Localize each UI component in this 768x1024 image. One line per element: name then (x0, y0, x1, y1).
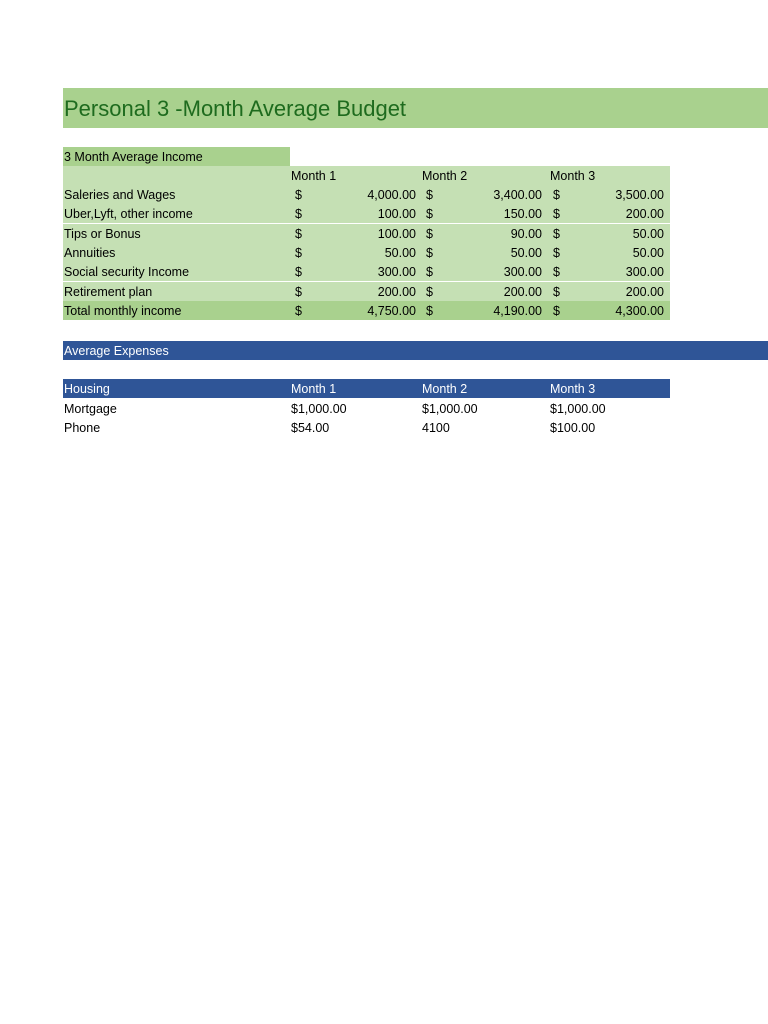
currency-symbol: $ (295, 227, 302, 241)
income-value-month-3[interactable]: 300.00 (625, 265, 664, 279)
income-value-month-2[interactable]: 150.00 (503, 207, 542, 221)
income-row (63, 243, 670, 262)
income-row-label[interactable]: Saleries and Wages (64, 188, 176, 202)
income-header-row (63, 166, 670, 185)
currency-symbol: $ (426, 304, 433, 318)
income-row (63, 185, 670, 204)
title-band (63, 88, 768, 128)
currency-symbol: $ (553, 265, 560, 279)
income-value-month-1[interactable]: 300.00 (377, 265, 416, 279)
income-value-month-3[interactable]: 50.00 (632, 227, 664, 241)
income-section-label-cell[interactable] (63, 147, 290, 166)
currency-symbol: $ (295, 188, 302, 202)
income-value-month-3[interactable]: 200.00 (625, 285, 664, 299)
income-row-label[interactable]: Annuities (64, 246, 116, 260)
housing-row (63, 399, 670, 418)
income-row (63, 282, 670, 301)
housing-row-label[interactable]: Mortgage (64, 402, 117, 416)
housing-header-month-1[interactable]: Month 1 (291, 382, 337, 396)
currency-symbol: $ (553, 227, 560, 241)
income-value-month-2[interactable]: 90.00 (510, 227, 542, 241)
currency-symbol: $ (553, 285, 560, 299)
income-value-month-2[interactable]: 300.00 (503, 265, 542, 279)
income-row-label[interactable]: Social security Income (64, 265, 190, 279)
housing-header-row (63, 379, 670, 398)
housing-header-month-2[interactable]: Month 2 (422, 382, 468, 396)
page-title: Personal 3 -Month Average Budget (64, 96, 407, 121)
housing-header-label[interactable]: Housing (64, 382, 110, 396)
income-header-month-3[interactable]: Month 3 (550, 169, 596, 183)
housing-row-label[interactable]: Phone (64, 421, 101, 435)
income-header-month-1[interactable]: Month 1 (291, 169, 337, 183)
housing-header-month-3[interactable]: Month 3 (550, 382, 596, 396)
currency-symbol: $ (426, 285, 433, 299)
currency-symbol: $ (426, 207, 433, 221)
currency-symbol: $ (553, 188, 560, 202)
income-row-label[interactable]: Uber,Lyft, other income (64, 207, 193, 221)
income-total-month-1[interactable]: 4,750.00 (367, 304, 416, 318)
income-value-month-2[interactable]: 50.00 (510, 246, 542, 260)
currency-symbol: $ (426, 265, 433, 279)
income-value-month-1[interactable]: 100.00 (377, 207, 416, 221)
currency-symbol: $ (426, 227, 433, 241)
expenses-section-label: Average Expenses (64, 344, 169, 358)
currency-symbol: $ (553, 207, 560, 221)
housing-value-month-3[interactable]: $1,000.00 (550, 402, 606, 416)
income-total-row (63, 301, 670, 320)
expenses-section-band[interactable] (63, 341, 768, 360)
income-value-month-1[interactable]: 100.00 (377, 227, 416, 241)
income-value-month-1[interactable]: 4,000.00 (367, 188, 416, 202)
currency-symbol: $ (553, 304, 560, 318)
currency-symbol: $ (295, 285, 302, 299)
income-value-month-3[interactable]: 200.00 (625, 207, 664, 221)
income-total-month-3[interactable]: 4,300.00 (615, 304, 664, 318)
income-value-month-1[interactable]: 200.00 (377, 285, 416, 299)
income-row-label[interactable]: Retirement plan (64, 285, 153, 299)
income-value-month-3[interactable]: 50.00 (632, 246, 664, 260)
currency-symbol: $ (553, 246, 560, 260)
housing-value-month-2[interactable]: 4100 (422, 421, 450, 435)
currency-symbol: $ (426, 246, 433, 260)
income-row (63, 224, 670, 243)
income-section-label: 3 Month Average Income (64, 150, 203, 164)
income-header-month-2[interactable]: Month 2 (422, 169, 468, 183)
income-total-label[interactable]: Total monthly income (64, 304, 182, 318)
currency-symbol: $ (426, 188, 433, 202)
income-row (63, 204, 670, 223)
currency-symbol: $ (295, 246, 302, 260)
housing-value-month-1[interactable]: $1,000.00 (291, 402, 347, 416)
currency-symbol: $ (295, 304, 302, 318)
housing-row (63, 418, 670, 437)
housing-value-month-2[interactable]: $1,000.00 (422, 402, 478, 416)
income-value-month-2[interactable]: 3,400.00 (493, 188, 542, 202)
currency-symbol: $ (295, 207, 302, 221)
income-total-month-2[interactable]: 4,190.00 (493, 304, 542, 318)
income-value-month-3[interactable]: 3,500.00 (615, 188, 664, 202)
income-value-month-2[interactable]: 200.00 (503, 285, 542, 299)
currency-symbol: $ (295, 265, 302, 279)
housing-value-month-3[interactable]: $100.00 (550, 421, 596, 435)
income-row-label[interactable]: Tips or Bonus (64, 227, 141, 241)
income-value-month-1[interactable]: 50.00 (384, 246, 416, 260)
housing-value-month-1[interactable]: $54.00 (291, 421, 330, 435)
income-row (63, 262, 670, 281)
